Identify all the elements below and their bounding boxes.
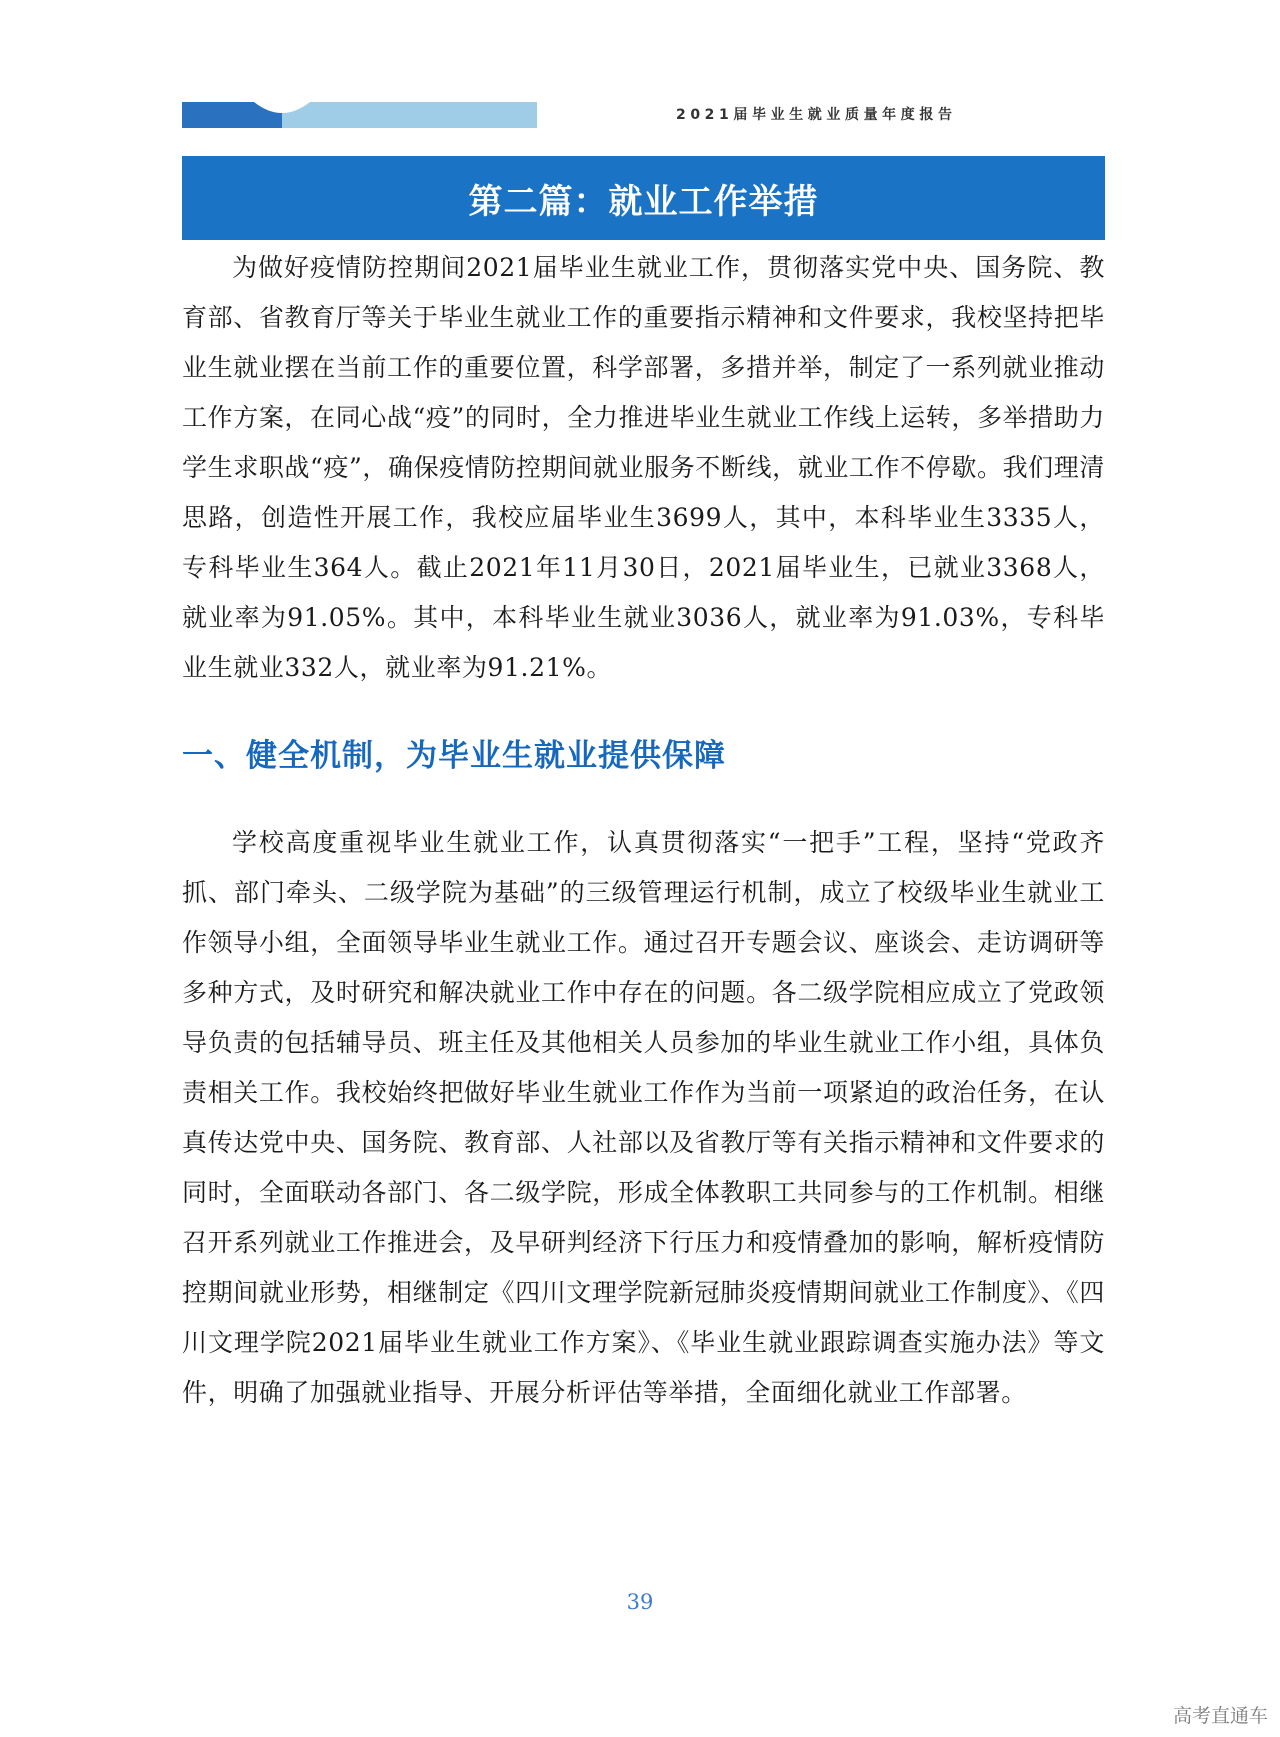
header-decoration-band — [182, 102, 537, 128]
page-number: 39 — [626, 1590, 654, 1614]
header-band-light — [282, 102, 537, 128]
section-heading: 一、健全机制，为毕业生就业提供保障 — [182, 738, 726, 774]
watermark: 高考直通车 — [1172, 1705, 1268, 1727]
chapter-title: 第二篇：就业工作举措 — [468, 181, 819, 222]
chapter-title-banner — [182, 156, 1105, 240]
intro-paragraph: 为做好疫情防控期间2021届毕业生就业工作，贯彻落实党中央、国务院、教育部、省教育厅等关于毕业生就业工作的重要指示精神和文件要求，我校坚持把毕业生就业摆在当前工作的重要位置，科学部署，多措并举，制定了一系列就业推动工作方案，在同心战“疫”的同时，全力推进毕业生就业工作线上运转，多举措助力学生求职战“疫”，确保疫情防控期间就业服务不断线，就业工作不停歇。我们理清思路，创造性开展工作，我校应届毕业生3699人，其中，本科毕业生3335人，专科毕业生364人。截止2021年11月30日，2021届毕业生，已就业3368人，就业率为91.05%。其中，本科毕业生就业3036人，就业率为91.03%，专科毕业生就业332人，就业率为91.21%。 — [182, 253, 1105, 682]
section-paragraph: 学校高度重视毕业生就业工作，认真贯彻落实“一把手”工程，坚持“党政齐抓、部门牵头、二级学院为基础”的三级管理运行机制，成立了校级毕业生就业工作领导小组，全面领导毕业生就业工作。通过召开专题会议、座谈会、走访调研等多种方式，及时研究和解决就业工作中存在的问题。各二级学院相应成立了党政领导负责的包括辅导员、班主任及其他相关人员参加的毕业生就业工作小组，具体负责相关工作。我校始终把做好毕业生就业工作作为当前一项紧迫的政治任务，在认真传达党中央、国务院、教育部、人社部以及省教厅等有关指示精神和文件要求的同时，全面联动各部门、各二级学院，形成全体教职工共同参与的工作机制。相继召开系列就业工作推进会，及早研判经济下行压力和疫情叠加的影响，解析疫情防控期间就业形势，相继制定《四川文理学院新冠肺炎疫情期间就业工作制度》、《四川文理学院2021届毕业生就业工作方案》、《毕业生就业跟踪调查实施办法》等文件，明确了加强就业指导、开展分析评估等举措，全面细化就业工作部署。 — [182, 828, 1105, 1407]
header-report-title: 2021届毕业生就业质量年度报告 — [676, 107, 957, 123]
